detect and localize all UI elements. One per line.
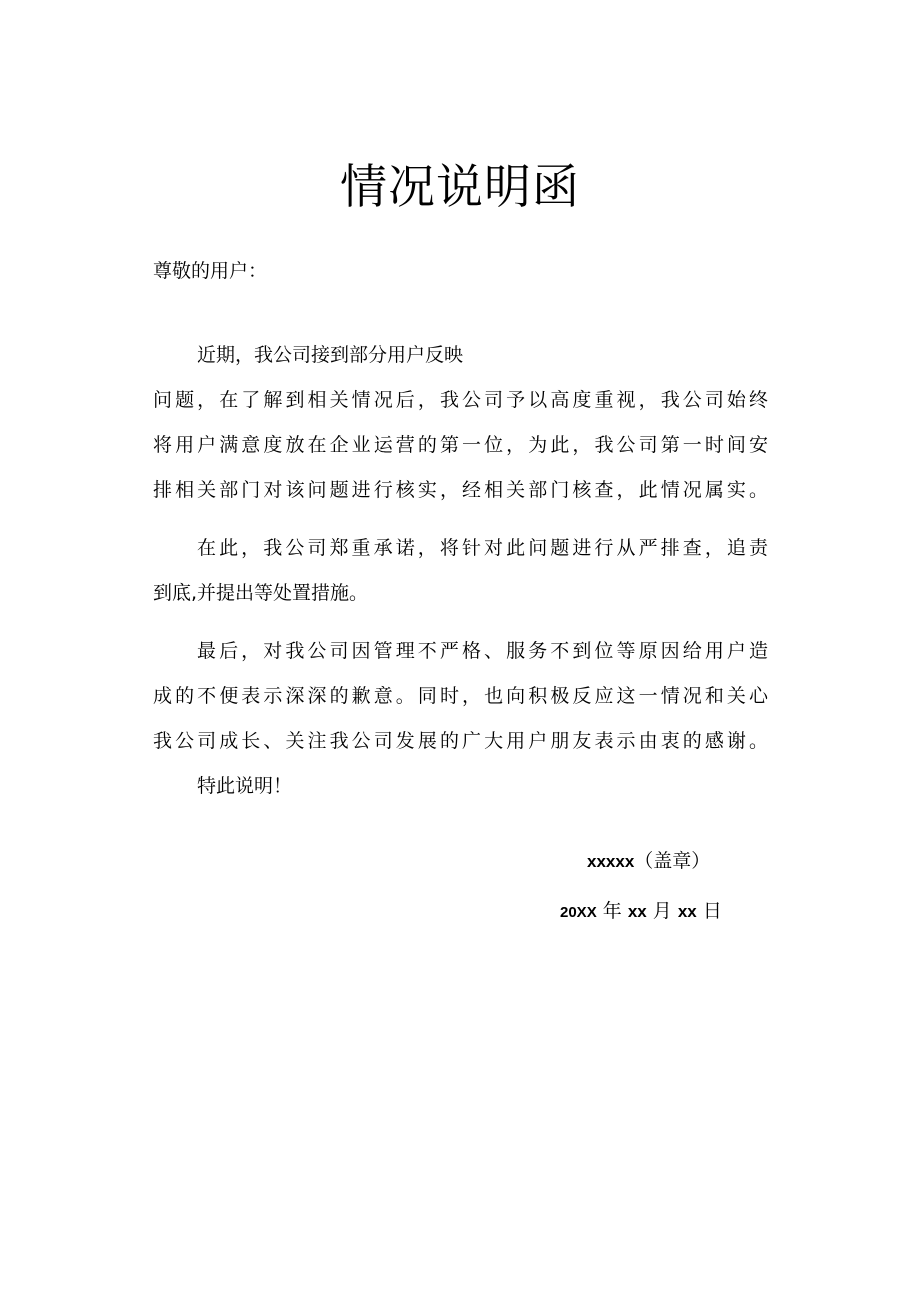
paragraph-1-line-3: 将用户满意度放在企业运营的第一位，为此，我公司第一时间安 <box>153 434 768 456</box>
date-month: xx <box>627 902 647 921</box>
paragraph-3-line-3: 我公司成长、关注我公司发展的广大用户朋友表示由衷的感谢。 <box>153 730 768 752</box>
signature-date <box>560 897 722 927</box>
paragraph-1-line-2: 问题，在了解到相关情况后，我公司予以高度重视，我公司始终 <box>153 389 768 411</box>
closing-remark: 特此说明！ <box>197 775 293 797</box>
paragraph-2-line-2: 到底,并提出等处置措施。 <box>153 582 369 604</box>
date-month-unit: 月 <box>652 900 672 922</box>
date-year-unit: 年 <box>602 900 622 922</box>
paragraph-3-line-1: 最后，对我公司因管理不严格、服务不到位等原因给用户造 <box>197 640 768 662</box>
date-day-unit: 日 <box>702 900 722 922</box>
company-name: xxxxx <box>587 852 635 871</box>
seal-note: （盖章） <box>634 850 711 872</box>
date-year: 20XX <box>560 904 597 921</box>
paragraph-1-line-1: 近期，我公司接到部分用户反映 <box>197 344 464 366</box>
salutation: 尊敬的用户： <box>153 260 268 282</box>
paragraph-2-line-1: 在此，我公司郑重承诺，将针对此问题进行从严排查，追责 <box>197 537 768 559</box>
paragraph-3-line-2: 成的不便表示深深的歉意。同时，也向积极反应这一情况和关心 <box>153 685 768 707</box>
document-title: 情况说明函 <box>340 160 580 215</box>
date-day: xx <box>677 902 697 921</box>
signature-company <box>587 847 710 876</box>
paragraph-1-line-4: 排相关部门对该问题进行核实，经相关部门核查，此情况属实。 <box>153 479 768 501</box>
